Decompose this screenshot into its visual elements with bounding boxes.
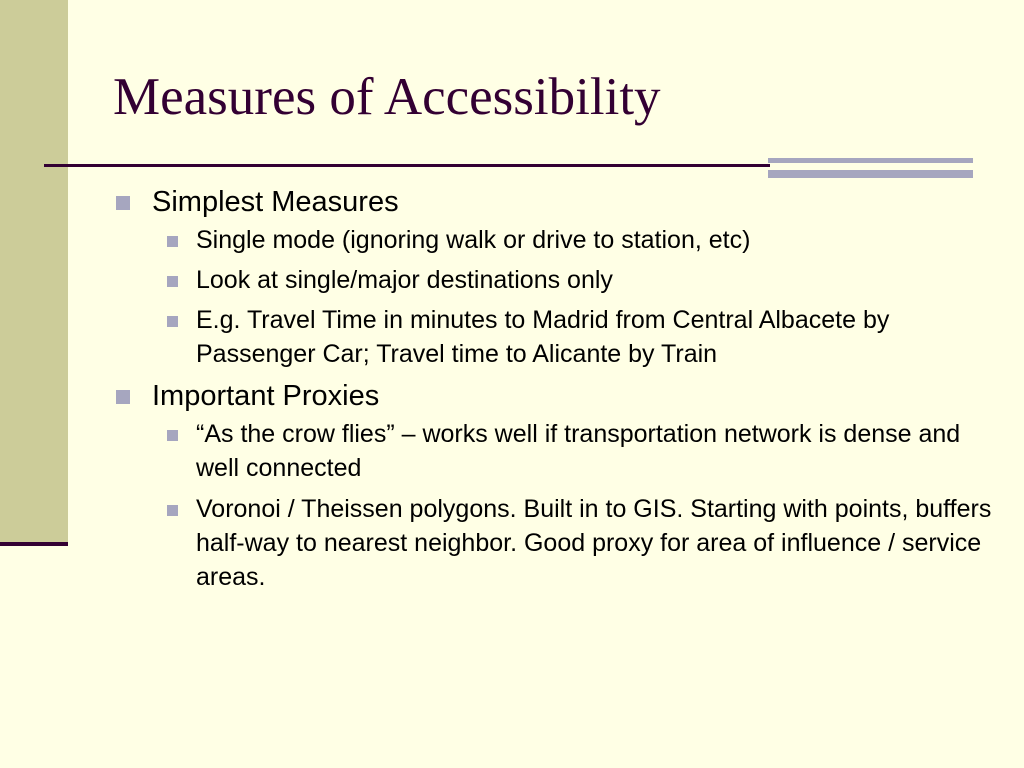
square-bullet-icon xyxy=(167,316,178,327)
title-divider xyxy=(44,164,770,167)
divider-accent-top xyxy=(768,158,973,163)
bullet-level2 xyxy=(196,223,992,257)
square-bullet-icon xyxy=(167,430,178,441)
slide-body xyxy=(112,182,992,594)
bullet-level2 xyxy=(196,417,992,485)
bullet-level2 xyxy=(196,303,992,371)
bullet-level2 xyxy=(196,263,992,297)
square-bullet-icon xyxy=(116,390,130,404)
bullet-level1 xyxy=(112,182,992,222)
bullet-text: Single mode (ignoring walk or drive to station, etc) xyxy=(196,226,751,254)
bullet-text: Voronoi / Theissen polygons. Built in to GIS. Starting with points, buffers half-way to nearest neighbor. Good proxy for area of influence / service areas. xyxy=(196,495,992,591)
section-heading-simplest-measures: Simplest Measures xyxy=(152,186,399,218)
divider-accent-bottom xyxy=(768,170,973,178)
bullet-text: E.g. Travel Time in minutes to Madrid from Central Albacete by Passenger Car; Travel time to Alicante by Train xyxy=(196,306,890,368)
square-bullet-icon xyxy=(116,196,130,210)
section-heading-important-proxies: Important Proxies xyxy=(152,380,380,412)
square-bullet-icon xyxy=(167,505,178,516)
left-decorative-bar xyxy=(0,0,68,545)
bullet-text: “As the crow flies” – works well if transportation network is dense and well connected xyxy=(196,420,961,482)
square-bullet-icon xyxy=(167,236,178,247)
slide-title: Measures of Accessibility xyxy=(113,68,661,126)
bullet-level2 xyxy=(196,492,992,594)
left-bar-underline xyxy=(0,542,68,546)
bullet-text: Look at single/major destinations only xyxy=(196,266,613,294)
square-bullet-icon xyxy=(167,276,178,287)
bullet-level1 xyxy=(112,376,992,416)
